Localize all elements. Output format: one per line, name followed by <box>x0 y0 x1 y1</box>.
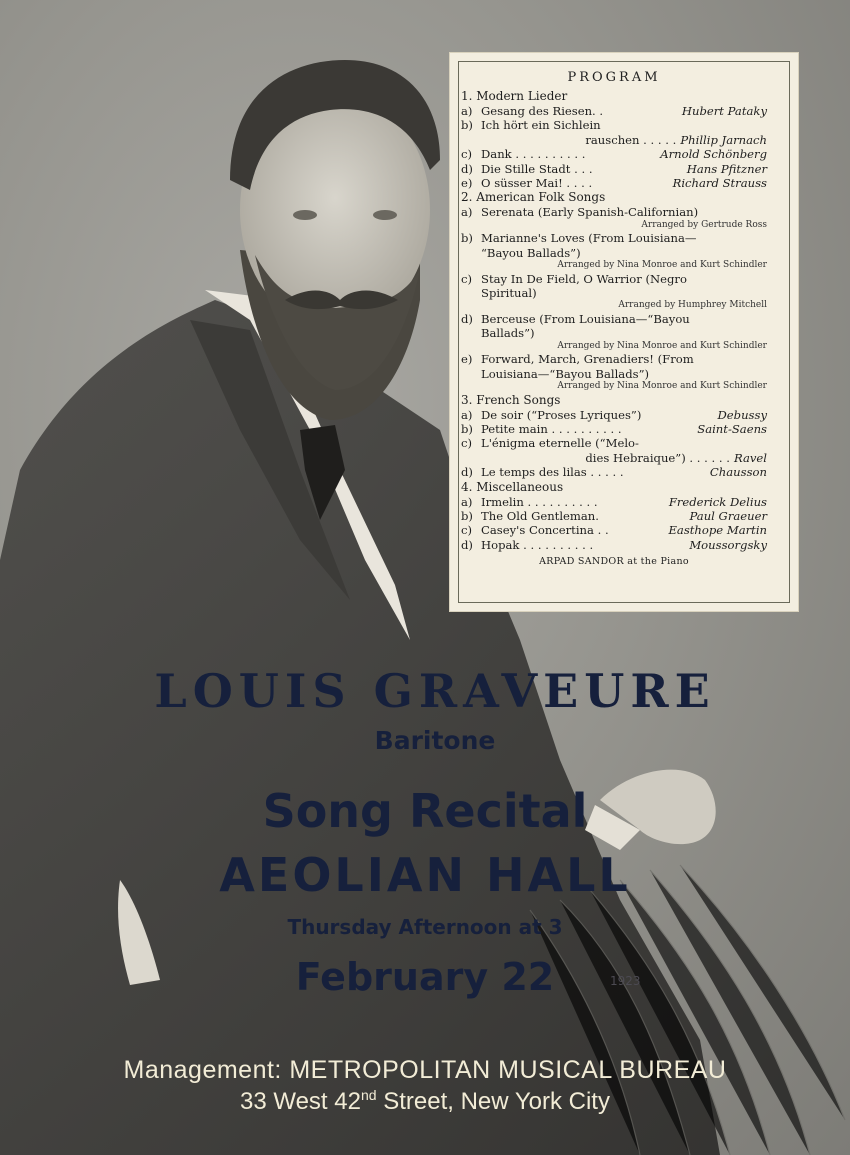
program-item <box>461 118 767 132</box>
voice-type: Baritone <box>374 726 496 755</box>
item-title: Dank . . . . . . . . . . <box>481 147 586 162</box>
program-section-heading: 2. American Folk Songs <box>461 190 606 205</box>
item-title: Gesang des Riesen. . <box>481 104 604 118</box>
item-title: The Old Gentleman. <box>481 509 599 524</box>
item-title: Die Stille Stadt . . . <box>481 161 593 176</box>
item-title-continued: Louisiana—“Bayou Ballads”) <box>481 366 650 381</box>
program-item-continued <box>461 326 767 340</box>
program-item <box>461 104 767 118</box>
item-label: a) <box>461 494 473 509</box>
program-item-continued <box>461 133 767 147</box>
program-section-heading: 3. French Songs <box>461 392 561 407</box>
management-line: Management: METROPOLITAN MUSICAL BUREAU <box>123 1056 727 1084</box>
program-card <box>449 52 799 612</box>
item-label: d) <box>461 537 473 552</box>
program-title: PROGRAM <box>567 70 661 85</box>
item-title: Casey's Concertina . . <box>481 523 609 538</box>
performer-name: LOUIS GRAVEURE <box>154 664 716 718</box>
item-label: c) <box>461 523 473 538</box>
program-item-continued <box>461 246 767 260</box>
program-content <box>461 64 767 567</box>
program-item <box>461 436 767 450</box>
item-composer: Arnold Schönberg <box>660 147 767 162</box>
item-arranger: Arranged by Gertrude Ross <box>641 219 767 230</box>
item-composer: Richard Strauss <box>672 176 767 191</box>
item-composer: Chausson <box>709 465 767 480</box>
item-composer: Phillip Jarnach <box>680 132 767 147</box>
item-title: De soir (“Proses Lyriques”) <box>481 407 642 422</box>
item-title: Forward, March, Grenadiers! (From <box>481 352 694 367</box>
item-label: b) <box>461 118 473 133</box>
address-rest: Street, New York City <box>376 1088 610 1115</box>
item-indent <box>461 286 481 300</box>
program-item <box>461 147 767 161</box>
item-title: Marianne's Loves (From Louisiana— <box>481 231 697 246</box>
item-composer: Ravel <box>733 450 767 465</box>
item-arranger: Arranged by Nina Monroe and Kurt Schindler <box>557 340 767 351</box>
item-label: d) <box>461 311 473 326</box>
item-label: b) <box>461 231 473 246</box>
item-title: Irmelin . . . . . . . . . . <box>481 494 598 509</box>
program-item <box>461 312 767 326</box>
item-composer: Moussorgsky <box>689 537 767 552</box>
item-label: e) <box>461 352 473 367</box>
item-label: c) <box>461 436 473 451</box>
item-label: c) <box>461 271 473 286</box>
item-arranger: Arranged by Humphrey Mitchell <box>618 300 767 311</box>
event-time: Thursday Afternoon at 3 <box>287 915 563 939</box>
item-composer: Debussy <box>717 407 767 422</box>
item-indent <box>461 367 481 381</box>
item-arranger: Arranged by Nina Monroe and Kurt Schindler <box>557 381 767 392</box>
program-item <box>461 523 767 537</box>
program-item <box>461 465 767 479</box>
program-item <box>461 272 767 286</box>
item-composer: Hubert Pataky <box>681 104 767 118</box>
item-title-continued: “Bayou Ballads”) <box>481 245 581 260</box>
item-composer: Paul Graeuer <box>689 509 767 524</box>
item-indent <box>461 133 481 147</box>
program-item-continued <box>461 286 767 300</box>
program-item <box>461 509 767 523</box>
item-composer: Frederick Delius <box>668 494 767 509</box>
program-item-continued <box>461 451 767 465</box>
item-title: L'énigma eternelle (“Melo- <box>481 436 639 451</box>
item-label: d) <box>461 161 473 176</box>
program-item <box>461 538 767 552</box>
item-label: a) <box>461 407 473 422</box>
item-label: c) <box>461 147 473 162</box>
program-item <box>461 162 767 176</box>
item-title: Petite main . . . . . . . . . . <box>481 422 622 436</box>
item-title: Hopak . . . . . . . . . . <box>481 537 594 552</box>
item-composer: Hans Pfitzner <box>686 161 767 176</box>
item-indent <box>461 451 481 465</box>
item-composer: Easthope Martin <box>668 523 767 538</box>
item-label: a) <box>461 104 473 118</box>
item-label: b) <box>461 509 473 524</box>
item-title-continued: Ballads”) <box>481 326 535 341</box>
program-section-heading: 1. Modern Lieder <box>461 89 568 103</box>
item-arranger: Arranged by Nina Monroe and Kurt Schindler <box>557 260 767 271</box>
pianist-credit: ARPAD SANDOR at the Piano <box>539 556 689 568</box>
event-date: February 22 <box>295 955 555 999</box>
item-title: Le temps des lilas . . . . . <box>481 465 624 480</box>
item-title: Ich hört ein Sichlein <box>481 118 601 133</box>
item-label: d) <box>461 465 473 480</box>
program-item <box>461 352 767 366</box>
item-title: O süsser Mai! . . . . <box>481 176 593 191</box>
item-title-continued: rauschen . . . . . <box>585 132 677 147</box>
venue-name: AEOLIAN HALL <box>219 848 631 902</box>
program-section-heading: 4. Miscellaneous <box>461 479 564 494</box>
item-indent <box>461 246 481 260</box>
program-item <box>461 495 767 509</box>
address-part: 33 West 42 <box>240 1088 361 1115</box>
program-item <box>461 408 767 422</box>
handwritten-year: 1923 <box>610 974 641 988</box>
item-label: a) <box>461 205 473 220</box>
item-title-continued: Spiritual) <box>481 286 537 301</box>
program-item <box>461 231 767 245</box>
address-suffix: nd <box>360 1087 377 1103</box>
item-title: Serenata (Early Spanish-Californian) <box>481 205 699 220</box>
address-line <box>0 1087 850 1116</box>
item-title-continued: dies Hebraique”) . . . . . . <box>585 450 730 465</box>
item-title: Berceuse (From Louisiana—“Bayou <box>481 311 690 326</box>
program-item <box>461 205 767 219</box>
item-label: b) <box>461 422 473 436</box>
event-title: Song Recital <box>262 784 588 838</box>
program-item-continued <box>461 367 767 381</box>
item-composer: Saint-Saens <box>697 422 767 436</box>
item-label: e) <box>461 176 473 191</box>
item-indent <box>461 326 481 340</box>
item-title: Stay In De Field, O Warrior (Negro <box>481 271 687 286</box>
program-item <box>461 422 767 436</box>
program-item <box>461 176 767 190</box>
